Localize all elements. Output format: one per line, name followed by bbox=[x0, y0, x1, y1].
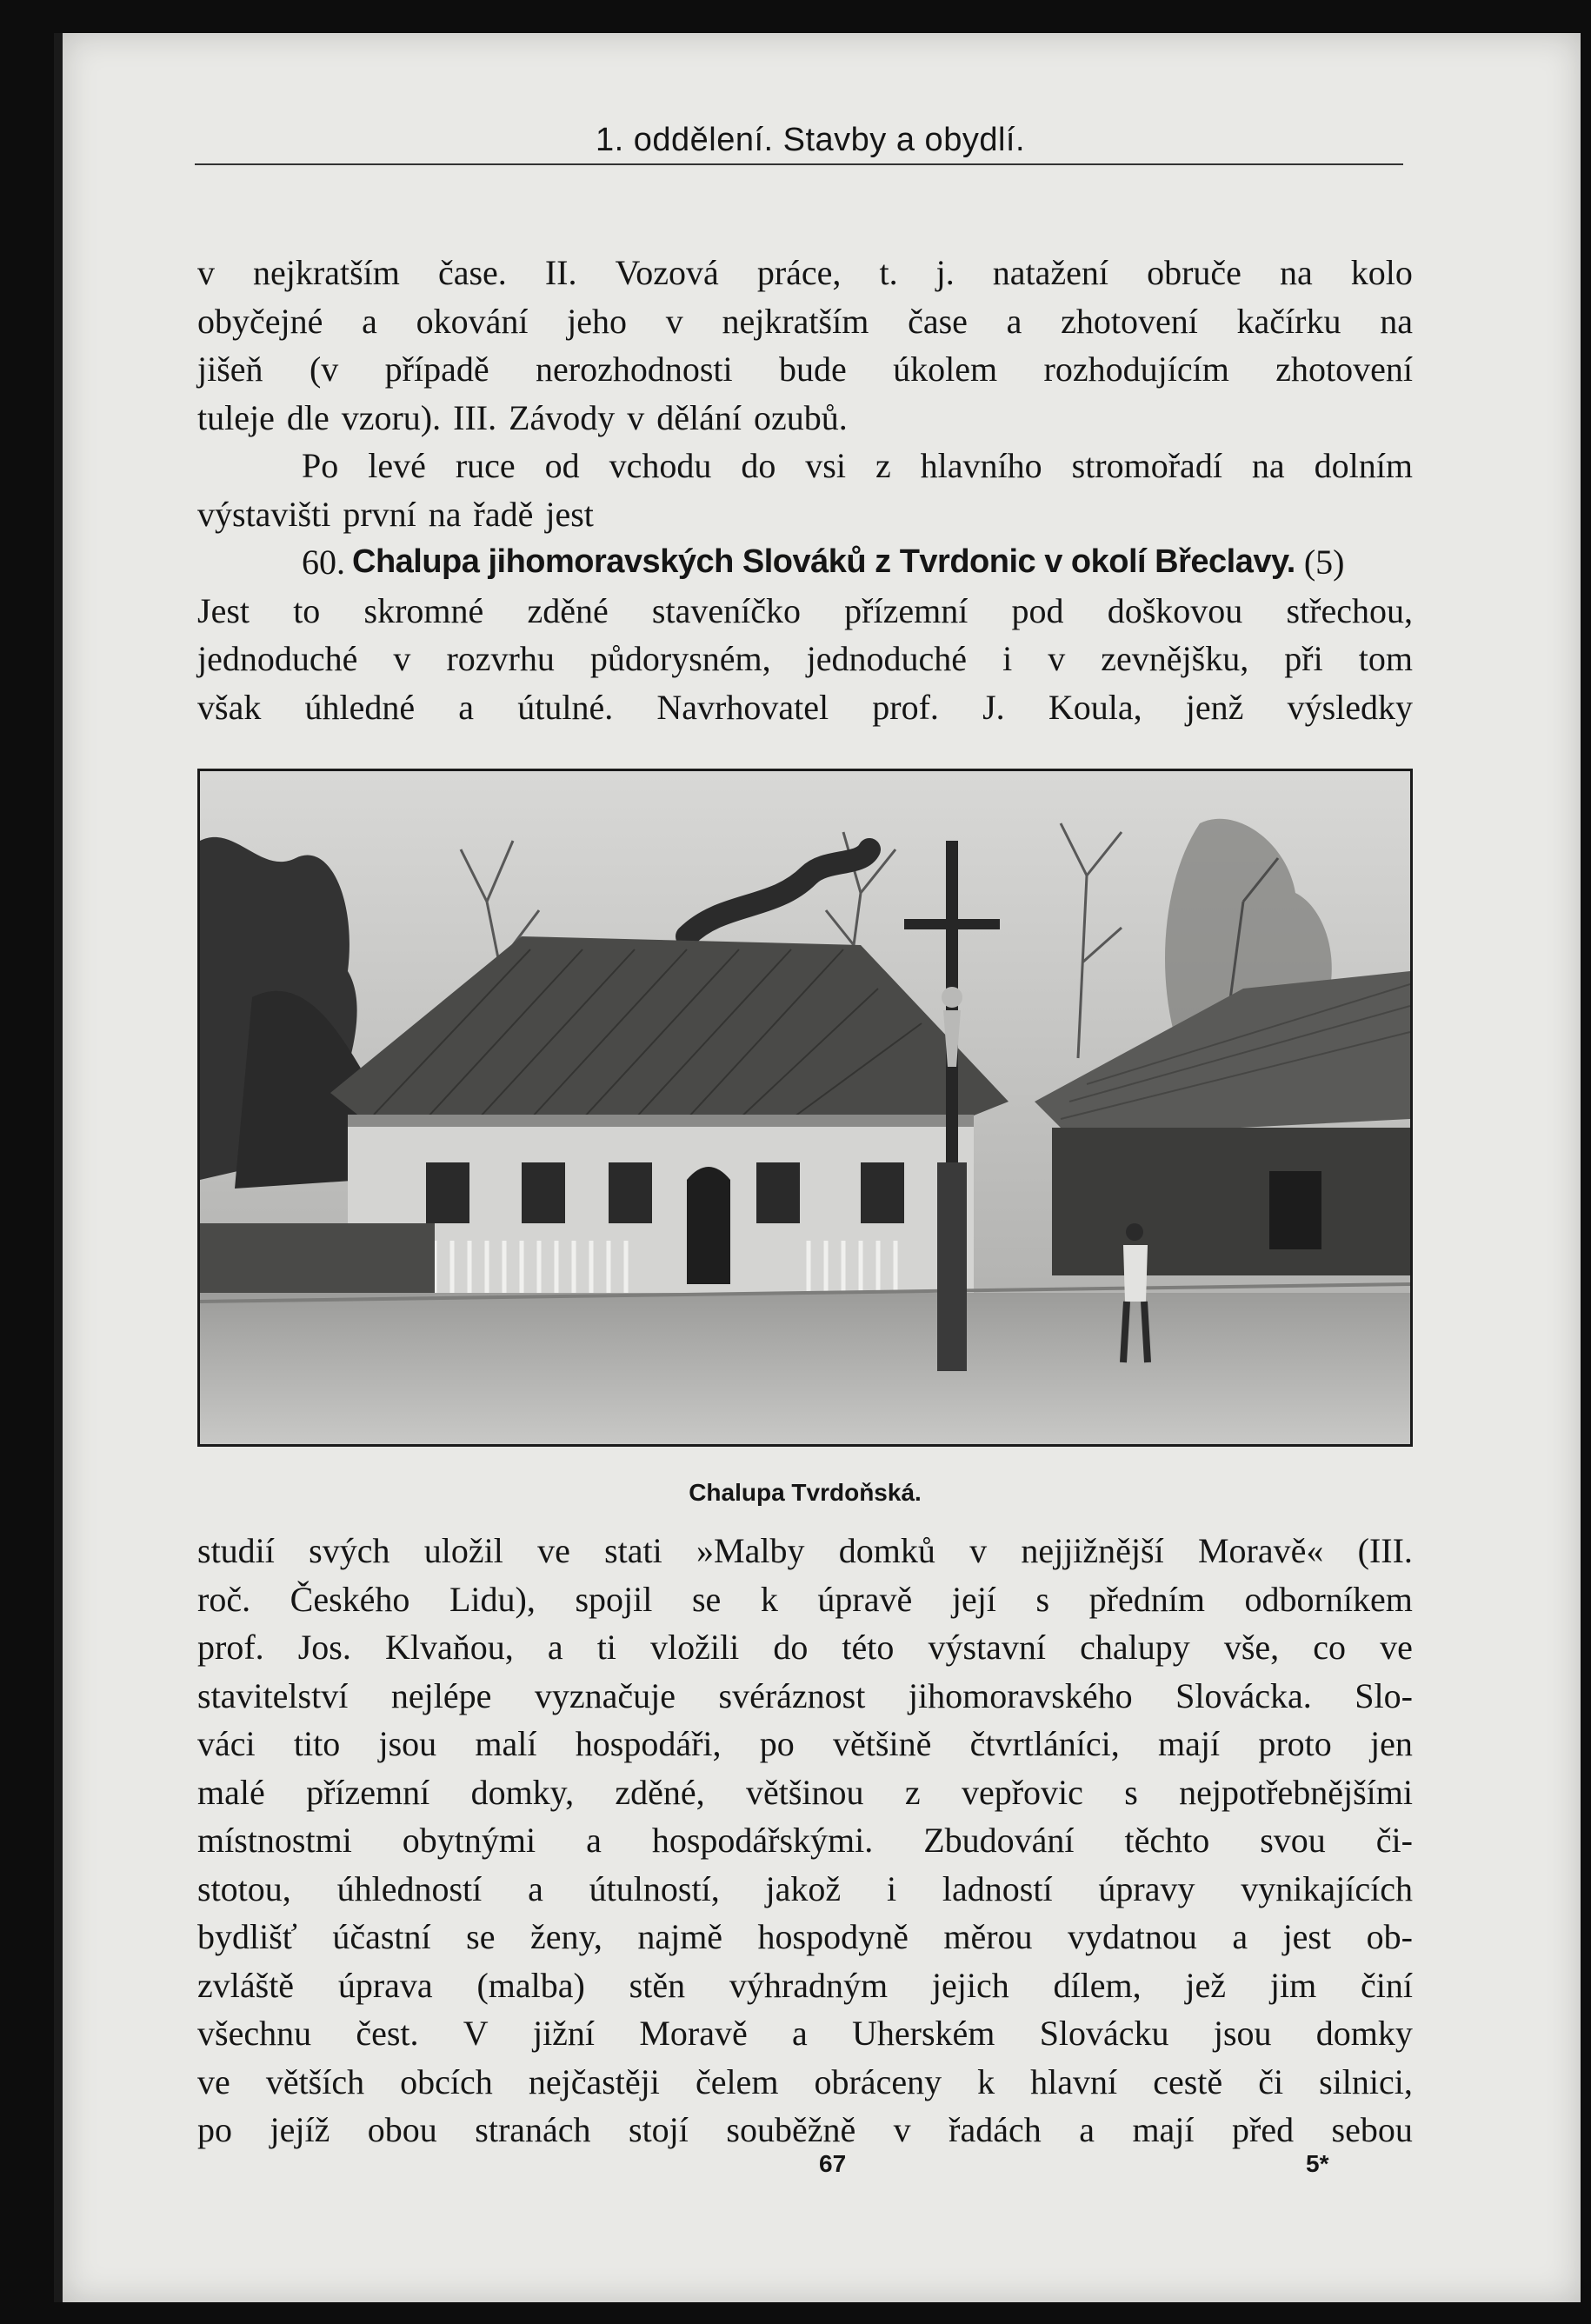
word: v bbox=[627, 397, 645, 437]
word: ozubů. bbox=[754, 397, 848, 437]
word: první bbox=[343, 494, 416, 534]
word: zhotovení bbox=[1061, 301, 1198, 341]
word: nejkratším bbox=[722, 301, 869, 341]
word: proto bbox=[1258, 1724, 1332, 1763]
word: mají bbox=[1157, 1724, 1221, 1763]
word: na bbox=[1279, 253, 1313, 292]
word: z bbox=[875, 446, 891, 485]
word: Slovácku bbox=[1039, 2014, 1169, 2053]
word: Jos. bbox=[297, 1628, 351, 1667]
word: natažení bbox=[992, 253, 1109, 292]
word: Závody bbox=[509, 397, 616, 437]
word: domků bbox=[838, 1531, 935, 1570]
text-line bbox=[197, 1816, 1413, 1865]
word: obou bbox=[367, 2110, 437, 2149]
word: malí bbox=[475, 1724, 537, 1763]
word: a bbox=[1232, 1917, 1248, 1956]
word: nerozhodnosti bbox=[536, 350, 733, 389]
word: těchto bbox=[1124, 1821, 1210, 1860]
word: najmě bbox=[637, 1917, 723, 1956]
word: domky bbox=[1315, 2014, 1413, 2053]
word: souběžně bbox=[726, 2110, 856, 2149]
word: t. bbox=[879, 253, 898, 292]
word: obytnými bbox=[402, 1821, 536, 1860]
word: zděné, bbox=[615, 1772, 705, 1812]
word: roč. bbox=[197, 1579, 251, 1619]
word: silnici, bbox=[1319, 2061, 1413, 2101]
text-line bbox=[197, 587, 1413, 636]
word: řadách bbox=[949, 2110, 1042, 2149]
word: malé bbox=[197, 1772, 265, 1812]
word: vyznačuje bbox=[534, 1675, 676, 1715]
word: jen bbox=[1370, 1724, 1413, 1763]
word: doškovou bbox=[1107, 590, 1243, 630]
word: vložili bbox=[650, 1628, 740, 1667]
word: půdorysném, bbox=[589, 639, 771, 678]
word: Moravě« bbox=[1197, 1531, 1324, 1570]
header-rule bbox=[195, 163, 1403, 165]
word: všechnu bbox=[197, 2014, 312, 2053]
word: jakož bbox=[765, 1868, 842, 1908]
word: jednoduché bbox=[806, 639, 968, 678]
word: a bbox=[1006, 301, 1022, 341]
word: úhledné bbox=[304, 687, 416, 727]
word: bude bbox=[779, 350, 847, 389]
word: stěn bbox=[629, 1965, 686, 2005]
word: na bbox=[428, 494, 462, 534]
word: na bbox=[1251, 446, 1285, 485]
word: většinou bbox=[746, 1772, 864, 1812]
text-line bbox=[197, 249, 1413, 297]
word: svých bbox=[309, 1531, 390, 1570]
word: zděné bbox=[527, 590, 609, 630]
word: nejjižnější bbox=[1021, 1531, 1164, 1570]
word: tito bbox=[293, 1724, 341, 1763]
word: ob- bbox=[1366, 1917, 1413, 1956]
word: jenž bbox=[1185, 687, 1244, 727]
word: hlavního bbox=[920, 446, 1042, 485]
word: II. bbox=[544, 253, 577, 292]
word: domky, bbox=[470, 1772, 575, 1812]
word: cestě bbox=[1153, 2061, 1223, 2101]
word: i bbox=[1002, 639, 1013, 678]
word: útulné. bbox=[517, 687, 614, 727]
word: v bbox=[893, 2110, 911, 2149]
word: jest bbox=[1282, 1917, 1332, 1956]
word: jednoduché bbox=[197, 639, 358, 678]
word: většině bbox=[833, 1724, 932, 1763]
word: na bbox=[1380, 301, 1413, 341]
word: dolním bbox=[1314, 446, 1413, 485]
word: úpravy bbox=[1098, 1868, 1195, 1908]
word: a bbox=[458, 687, 475, 727]
word: kačírku bbox=[1236, 301, 1341, 341]
text-line bbox=[197, 683, 1413, 732]
word: kolo bbox=[1350, 253, 1413, 292]
word: čest. bbox=[356, 2014, 419, 2053]
word: staveníčko bbox=[651, 590, 801, 630]
word: a bbox=[528, 1868, 543, 1908]
word: Jest bbox=[197, 590, 250, 630]
word: prof. bbox=[197, 1628, 264, 1667]
word: stojí bbox=[629, 2110, 689, 2149]
word: vchodu bbox=[609, 446, 712, 485]
figure-caption: Chalupa Tvrdoňská. bbox=[689, 1479, 922, 1506]
word: »Malby bbox=[696, 1531, 805, 1570]
word: okování bbox=[416, 301, 529, 341]
word: Lidu), bbox=[449, 1579, 536, 1619]
word: hlavní bbox=[1030, 2061, 1118, 2101]
word: bydlišť bbox=[197, 1917, 297, 1956]
word: to bbox=[293, 590, 321, 630]
word: (v bbox=[309, 350, 339, 389]
section-heading-line bbox=[197, 538, 1413, 587]
word: od bbox=[544, 446, 580, 485]
word: ženy, bbox=[529, 1917, 602, 1956]
word: sebou bbox=[1331, 2110, 1413, 2149]
text-line bbox=[197, 394, 1413, 443]
word: se bbox=[691, 1579, 722, 1619]
word: tom bbox=[1358, 639, 1413, 678]
word: hospodáři, bbox=[575, 1724, 722, 1763]
word: stromořadí bbox=[1071, 446, 1222, 485]
word: III. bbox=[453, 397, 497, 437]
word: Klvaňou, bbox=[384, 1628, 514, 1667]
word: vepřovic bbox=[961, 1772, 1083, 1812]
text-line bbox=[197, 2058, 1413, 2107]
word: nejčastěji bbox=[528, 2061, 660, 2101]
text-line bbox=[197, 1575, 1413, 1624]
word: jeho bbox=[567, 301, 628, 341]
word: zevnějšku, bbox=[1101, 639, 1249, 678]
word: skromné bbox=[363, 590, 484, 630]
word: i bbox=[886, 1868, 897, 1908]
word: úhledností bbox=[336, 1868, 483, 1908]
word: řadě bbox=[473, 494, 534, 534]
word: případě bbox=[384, 350, 489, 389]
word: (malba) bbox=[476, 1965, 585, 2005]
word: rozhodujícím bbox=[1043, 350, 1229, 389]
word: stavitelství bbox=[197, 1675, 349, 1715]
word: útulností, bbox=[589, 1868, 720, 1908]
section-reference: (5) bbox=[1303, 543, 1345, 582]
word: účastní bbox=[332, 1917, 431, 1956]
word: v bbox=[665, 301, 683, 341]
word: práce, bbox=[756, 253, 842, 292]
word: vydatnou bbox=[1067, 1917, 1197, 1956]
word: uložil bbox=[423, 1531, 503, 1570]
word: dle bbox=[286, 397, 330, 437]
word: nejkratším bbox=[253, 253, 400, 292]
word: jejich bbox=[931, 1965, 1009, 2005]
word: se bbox=[466, 1917, 496, 1956]
word: pod bbox=[1011, 590, 1064, 630]
word: jihomoravského bbox=[908, 1675, 1133, 1715]
word: či- bbox=[1375, 1821, 1413, 1860]
word: dělání bbox=[656, 397, 742, 437]
word: a bbox=[791, 2014, 808, 2053]
word: Navrhovatel bbox=[656, 687, 829, 727]
word: Českého bbox=[290, 1579, 410, 1619]
word: výstavní bbox=[928, 1628, 1047, 1667]
word: střechou, bbox=[1286, 590, 1413, 630]
word: ladností bbox=[942, 1868, 1053, 1908]
word: odborníkem bbox=[1244, 1579, 1413, 1619]
word: ve bbox=[1380, 1628, 1413, 1667]
word: (III. bbox=[1357, 1531, 1413, 1570]
word: úpravě bbox=[817, 1579, 913, 1619]
word: rozvrhu bbox=[446, 639, 555, 678]
word: Po bbox=[302, 446, 339, 485]
word: před bbox=[1232, 2110, 1295, 2149]
word: její bbox=[951, 1579, 996, 1619]
word: nejlépe bbox=[390, 1675, 492, 1715]
word: nejpotřebnějšími bbox=[1179, 1772, 1413, 1812]
text-line bbox=[197, 2009, 1413, 2058]
word: čase. bbox=[437, 253, 507, 292]
word: místnostmi bbox=[197, 1821, 352, 1860]
word: přízemní bbox=[306, 1772, 430, 1812]
text-block-top bbox=[197, 249, 1413, 731]
word: svou bbox=[1260, 1821, 1326, 1860]
word: jsou bbox=[1213, 2014, 1272, 2053]
word: levé bbox=[368, 446, 426, 485]
word: ruce bbox=[455, 446, 516, 485]
section-number: 60. bbox=[302, 543, 345, 582]
word: svéráznost bbox=[718, 1675, 866, 1715]
word: činí bbox=[1360, 1965, 1413, 2005]
word: ve bbox=[197, 2061, 230, 2101]
word: obcích bbox=[400, 2061, 493, 2101]
word: V bbox=[463, 2014, 489, 2053]
word: j. bbox=[935, 253, 955, 292]
word: po bbox=[759, 1724, 795, 1763]
word: z bbox=[904, 1772, 921, 1812]
word: po bbox=[197, 2110, 232, 2149]
word: v bbox=[1048, 639, 1066, 678]
word: prof. bbox=[872, 687, 939, 727]
word: úprava bbox=[337, 1965, 433, 2005]
word: jest bbox=[545, 494, 594, 534]
word: J. bbox=[982, 687, 1005, 727]
word: předním bbox=[1088, 1579, 1205, 1619]
text-line bbox=[197, 490, 1413, 539]
word: vše, bbox=[1223, 1628, 1280, 1667]
word: Uherském bbox=[852, 2014, 995, 2053]
word: větších bbox=[265, 2061, 365, 2101]
word: výstavišti bbox=[197, 494, 331, 534]
text-line bbox=[197, 1768, 1413, 1817]
running-head: 1. oddělení. Stavby a obydlí. bbox=[595, 122, 1026, 158]
word: k bbox=[977, 2061, 995, 2101]
word: s bbox=[1124, 1772, 1138, 1812]
word: stranách bbox=[475, 2110, 591, 2149]
word: ve bbox=[537, 1531, 570, 1570]
word: stati bbox=[604, 1531, 662, 1570]
printer-signature-mark: 5* bbox=[1306, 2150, 1329, 2177]
word: jižní bbox=[532, 2014, 596, 2053]
word: vynikajících bbox=[1241, 1868, 1413, 1908]
text-block-bottom bbox=[197, 1527, 1413, 2154]
text-line bbox=[197, 442, 1413, 490]
text-line bbox=[197, 1865, 1413, 1914]
word: této bbox=[842, 1628, 895, 1667]
word: mají bbox=[1132, 2110, 1195, 2149]
word: čtvrtláníci, bbox=[969, 1724, 1120, 1763]
word: v bbox=[197, 253, 215, 292]
text-line bbox=[197, 1961, 1413, 2010]
word: Vozová bbox=[615, 253, 719, 292]
word: přízemní bbox=[844, 590, 969, 630]
word: k bbox=[760, 1579, 778, 1619]
word: váci bbox=[197, 1724, 256, 1763]
word: vzoru). bbox=[341, 397, 442, 437]
word: jim bbox=[1269, 1965, 1317, 2005]
section-title: Chalupa jihomoravských Slováků z Tvrdonic v okolí Břeclavy. bbox=[352, 543, 1295, 580]
word: a bbox=[586, 1821, 602, 1860]
word: jejíž bbox=[270, 2110, 330, 2149]
word: úkolem bbox=[893, 350, 998, 389]
word: v bbox=[393, 639, 411, 678]
word: či bbox=[1258, 2061, 1284, 2101]
word: obráceny bbox=[814, 2061, 942, 2101]
word: a bbox=[547, 1628, 563, 1667]
page-number: 67 bbox=[819, 2150, 847, 2177]
word: a bbox=[1079, 2110, 1095, 2149]
word: Slovácka. bbox=[1175, 1675, 1312, 1715]
word: měrou bbox=[943, 1917, 1033, 1956]
text-line bbox=[197, 1913, 1413, 1961]
word: ti bbox=[596, 1628, 616, 1667]
word: obruče bbox=[1147, 253, 1242, 292]
text-line bbox=[197, 635, 1413, 683]
text-line bbox=[197, 1527, 1413, 1575]
word: v bbox=[969, 1531, 988, 1570]
word: Zbudování bbox=[923, 1821, 1075, 1860]
word: výhradným bbox=[729, 1965, 889, 2005]
word: do bbox=[741, 446, 776, 485]
text-line bbox=[197, 1720, 1413, 1768]
word: výsledky bbox=[1287, 687, 1413, 727]
word: hospodářskými. bbox=[651, 1821, 874, 1860]
word: spojil bbox=[575, 1579, 653, 1619]
word: tuleje bbox=[197, 397, 275, 437]
word: zhotovení bbox=[1275, 350, 1413, 389]
word: dílem, bbox=[1053, 1965, 1142, 2005]
word: Koula, bbox=[1048, 687, 1142, 727]
word: čase bbox=[908, 301, 968, 341]
word: a bbox=[362, 301, 377, 341]
word: však bbox=[197, 687, 262, 727]
word: studií bbox=[197, 1531, 275, 1570]
word: vsi bbox=[805, 446, 846, 485]
word: při bbox=[1284, 639, 1323, 678]
word: čelem bbox=[695, 2061, 779, 2101]
text-line bbox=[197, 1623, 1413, 1672]
word: hospodyně bbox=[757, 1917, 909, 1956]
word: do bbox=[773, 1628, 809, 1667]
text-line bbox=[197, 297, 1413, 346]
word: Slo- bbox=[1355, 1675, 1413, 1715]
word: obyčejné bbox=[197, 301, 323, 341]
word: stotou, bbox=[197, 1868, 291, 1908]
text-line bbox=[197, 345, 1413, 394]
word: jsou bbox=[378, 1724, 437, 1763]
word: zvláště bbox=[197, 1965, 295, 2005]
document-page bbox=[54, 33, 1581, 2302]
word: co bbox=[1313, 1628, 1347, 1667]
text-line bbox=[197, 1672, 1413, 1721]
word: jež bbox=[1185, 1965, 1227, 2005]
word: Moravě bbox=[639, 2014, 748, 2053]
word: s bbox=[1035, 1579, 1050, 1619]
cottage-photograph bbox=[197, 769, 1413, 1447]
text-line bbox=[197, 2106, 1413, 2154]
word: jišeň bbox=[197, 350, 263, 389]
word: chalupy bbox=[1080, 1628, 1190, 1667]
